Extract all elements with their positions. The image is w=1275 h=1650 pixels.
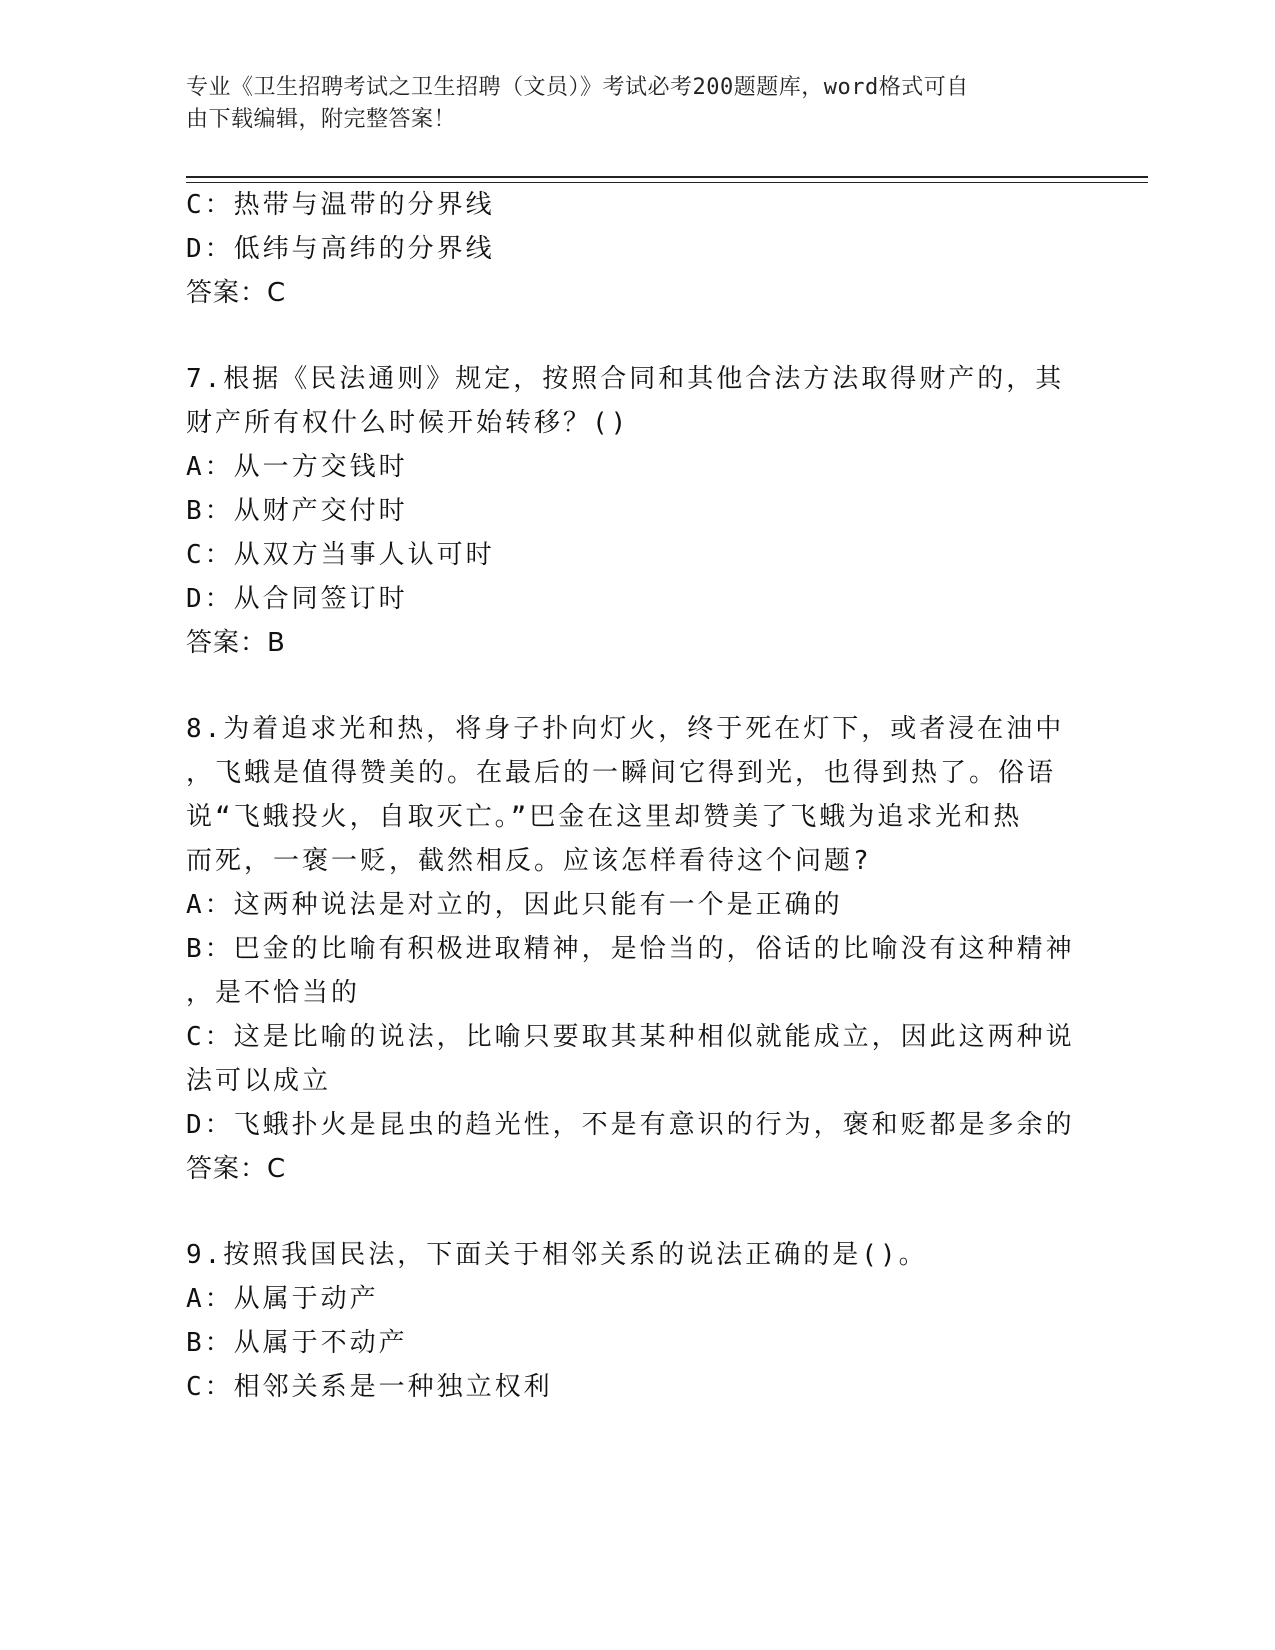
q8-stem-line-2: ，飞蛾是值得赞美的。在最后的一瞬间它得到光，也得到热了。俗语 (186, 758, 1057, 788)
header-line-1: 专业《卫生招聘考试之卫生招聘（文员）》考试必考200题题库，word格式可自 (186, 75, 969, 100)
q7-answer: 答案：B (186, 628, 286, 658)
q8-option-a: A：这两种说法是对立的，因此只能有一个是正确的 (186, 890, 843, 920)
header-rule-thick (186, 176, 1148, 178)
q9-option-b: B：从属于不动产 (186, 1328, 408, 1358)
q9-option-a: A：从属于动产 (186, 1284, 379, 1314)
document-header (186, 72, 1086, 136)
q7-option-d: D：从合同签订时 (186, 584, 408, 614)
q8-option-c-line-2: 法可以成立 (186, 1066, 332, 1096)
q9-stem: 9.按照我国民法，下面关于相邻关系的说法正确的是()。 (186, 1240, 928, 1270)
q7-option-b: B：从财产交付时 (186, 496, 408, 526)
header-line-2: 由下载编辑，附完整答案！ (186, 107, 457, 132)
q8-stem-line-1: 8.为着追求光和热，将身子扑向灯火，终于死在灯下，或者浸在油中 (186, 714, 1065, 744)
q7-option-a: A：从一方交钱时 (186, 452, 408, 482)
q7-option-c: C：从双方当事人认可时 (186, 540, 495, 570)
q8-option-b-line-2: ，是不恰当的 (186, 978, 361, 1008)
q6-answer: 答案：C (186, 278, 287, 308)
q8-stem-line-3: 说“飞蛾投火，自取灭亡。”巴金在这里却赞美了飞蛾为追求光和热 (186, 802, 1023, 832)
q6-option-c: C：热带与温带的分界线 (186, 190, 495, 220)
q8-answer: 答案：C (186, 1154, 287, 1184)
q7-stem-line-1: 7.根据《民法通则》规定，按照合同和其他合法方法取得财产的，其 (186, 364, 1065, 394)
q6-option-d: D：低纬与高纬的分界线 (186, 234, 495, 264)
q8-stem-line-4: 而死，一褒一贬，截然相反。应该怎样看待这个问题? (186, 846, 872, 876)
q8-option-c-line-1: C：这是比喻的说法，比喻只要取其某种相似就能成立，因此这两种说 (186, 1022, 1075, 1052)
q7-stem-line-2: 财产所有权什么时候开始转移？() (186, 408, 630, 438)
q8-option-d: D：飞蛾扑火是昆虫的趋光性，不是有意识的行为，褒和贬都是多余的 (186, 1110, 1075, 1140)
q8-option-b-line-1: B：巴金的比喻有积极进取精神，是恰当的，俗话的比喻没有这种精神 (186, 934, 1075, 964)
q9-option-c: C：相邻关系是一种独立权利 (186, 1372, 553, 1402)
